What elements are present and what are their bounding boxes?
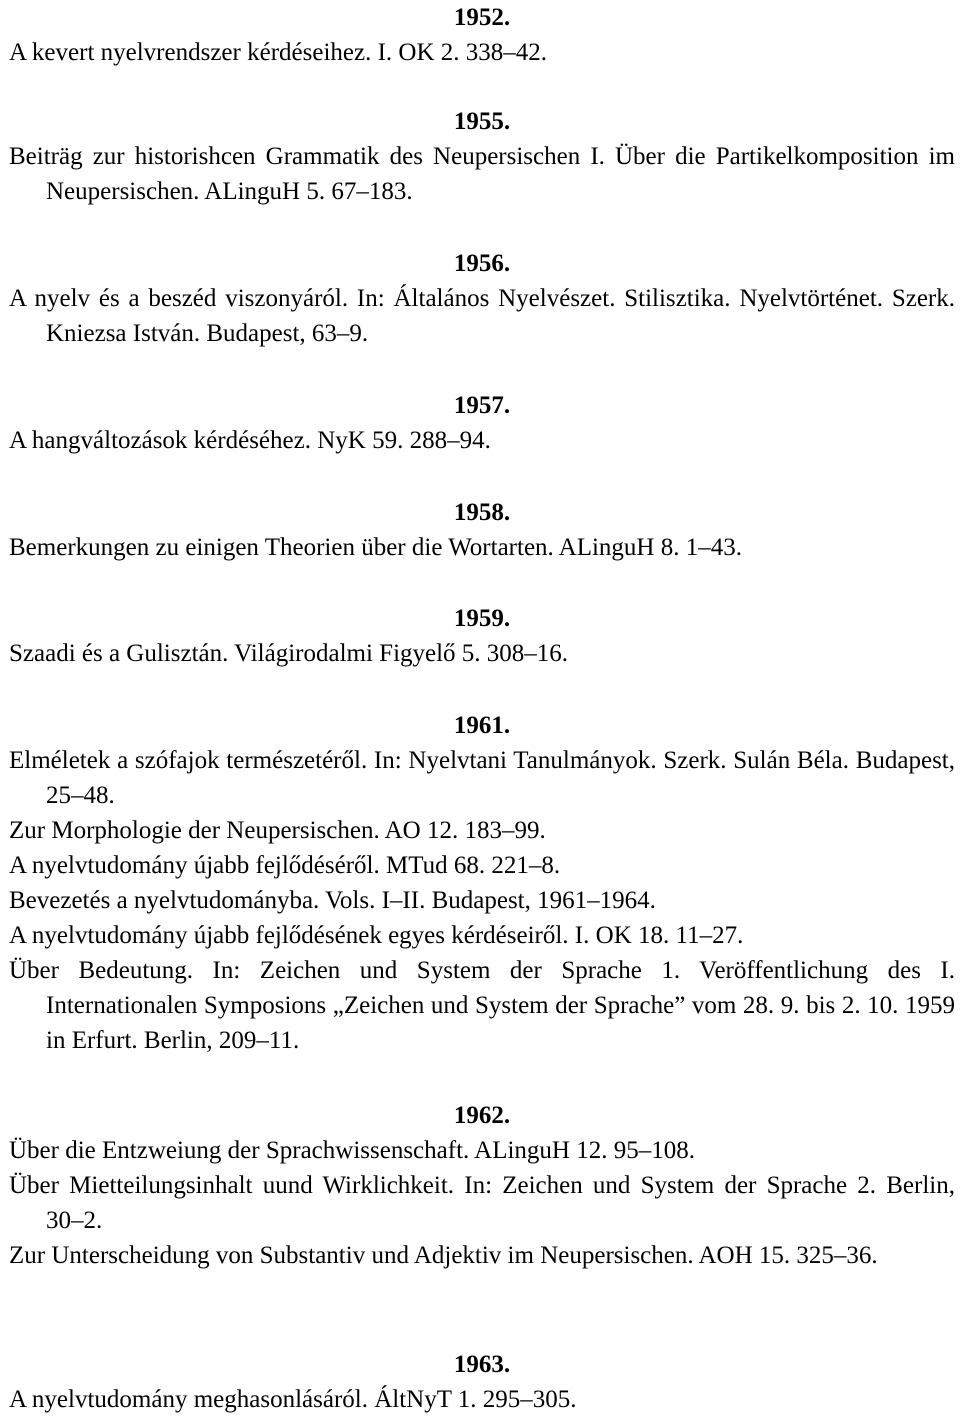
bibliography-entry: Bemerkungen zu einigen Theorien über die Wortarten. ALinguH 8. 1–43. [9, 534, 742, 561]
year-heading: 1961. [453, 712, 511, 739]
year-heading: 1955. [453, 108, 511, 135]
year-heading: 1958. [453, 499, 511, 526]
year-group [9, 601, 955, 671]
bibliography-entry: A nyelvtudomány újabb fejlődésének egyes kérdéseiről. I. OK 18. 11–27. [9, 922, 744, 949]
year-heading: 1963. [453, 1351, 511, 1378]
bibliography-entry: A hangváltozások kérdéséhez. NyK 59. 288–94. [9, 427, 491, 454]
year-heading: 1956. [453, 250, 511, 277]
bibliography-entry: Zur Morphologie der Neupersischen. AO 12. 183–99. [9, 817, 546, 844]
bibliography-entry: A kevert nyelvrendszer kérdéseihez. I. OK 2. 338–42. [9, 39, 548, 66]
year-group [9, 708, 955, 1058]
year-group [9, 388, 955, 458]
bibliography-entry: Elméletek a szófajok természetéről. In: Nyelvtani Tanulmányok. Szerk. Sulán Béla. Budapest, 25–48. [9, 747, 955, 809]
bibliography-entry: Beiträg zur historishcen Grammatik des Neupersischen I. Über die Partikelkomposition im Neupersischen. ALinguH 5. 67–183. [9, 143, 955, 205]
bibliography-entry: A nyelv és a beszéd viszonyáról. In: Általános Nyelvészet. Stilisztika. Nyelvtörténet. Szerk. Kniezsa István. Budapest, 63–9. [9, 285, 955, 347]
year-group [9, 0, 955, 70]
bibliography-entry: A nyelvtudomány újabb fejlődéséről. MTud 68. 221–8. [9, 852, 561, 879]
year-heading: 1962. [453, 1102, 511, 1129]
year-heading: 1959. [453, 605, 511, 632]
bibliography-entry: Über Bedeutung. In: Zeichen und System der Sprache 1. Veröffentlichung des I. Internationalen Symposions „Zeichen und System der Sprache” vom 28. 9. bis 2. 10. 1959 in Erfurt. Berlin, 209–11. [9, 957, 955, 1054]
year-group [9, 246, 955, 351]
bibliography-entry: Über Mietteilungsinhalt uund Wirklichkeit. In: Zeichen und System der Sprache 2. Berlin, 30–2. [9, 1172, 955, 1234]
bibliography-entry: Szaadi és a Gulisztán. Világirodalmi Figyelő 5. 308–16. [9, 640, 569, 667]
year-group [9, 104, 955, 209]
year-group [9, 1347, 955, 1417]
year-heading: 1952. [453, 4, 511, 31]
year-group [9, 1098, 955, 1273]
bibliography-entry: Bevezetés a nyelvtudományba. Vols. I–II. Budapest, 1961–1964. [9, 887, 656, 914]
bibliography-entry: Über die Entzweiung der Sprachwissenschaft. ALinguH 12. 95–108. [9, 1137, 695, 1164]
bibliography-entry: Zur Unterscheidung von Substantiv und Adjektiv im Neupersischen. AOH 15. 325–36. [9, 1242, 878, 1269]
bibliography-entry: A nyelvtudomány meghasonlásáról. ÁltNyT 1. 295–305. [9, 1386, 577, 1413]
year-group [9, 495, 955, 565]
year-heading: 1957. [453, 392, 511, 419]
